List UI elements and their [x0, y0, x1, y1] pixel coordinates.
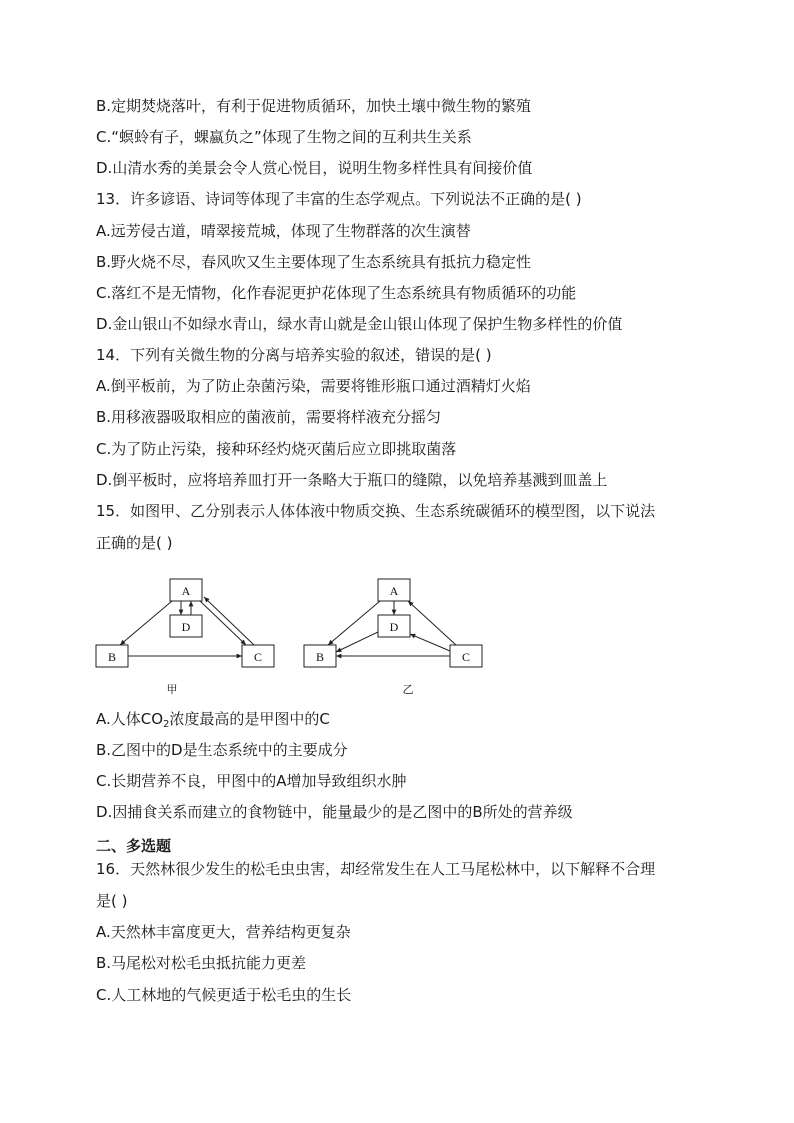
q15-option-a-prefix: A.人体CO [96, 710, 164, 728]
yi-arrow-c-to-d [410, 634, 450, 651]
q16-option-a: A.天然林丰富度更大，营养结构更复杂 [96, 923, 351, 941]
q13-stem: 13．许多谚语、诗词等体现了丰富的生态学观点。下列说法不正确的是( ) [96, 190, 582, 208]
caption-jia: 甲 [166, 683, 178, 696]
q15-option-c: C.长期营养不良，甲图中的A增加导致组织水肿 [96, 772, 407, 790]
q15-option-d: D.因捕食关系而建立的食物链中，能量最少的是乙图中的B所处的营养级 [96, 803, 573, 821]
diagram-yi [304, 579, 482, 696]
q14-option-b: B.用移液器吸取相应的菌液前，需要将样液充分摇匀 [96, 408, 442, 426]
q13-option-d: D.金山银山不如绿水青山，绿水青山就是金山银山体现了保护生物多样性的价值 [96, 315, 623, 333]
q15-stem-line2: 正确的是( ) [96, 534, 173, 552]
section-title-multiple-choice: 二、多选题 [96, 837, 172, 855]
q15-stem-line1: 15．如图甲、乙分别表示人体体液中物质交换、生态系统碳循环的模型图，以下说法 [96, 502, 656, 520]
q12-option-b: B.定期焚烧落叶，有利于促进物质循环，加快土壤中微生物的繁殖 [96, 97, 532, 115]
q13-option-c: C.落红不是无情物，化作春泥更护花体现了生态系统具有物质循环的功能 [96, 284, 577, 302]
q12-option-c: C.“螟蛉有子，蜾蠃负之”体现了生物之间的互利共生关系 [96, 128, 472, 146]
jia-node-a-label: A [181, 584, 191, 598]
q15-option-b: B.乙图中的D是生态系统中的主要成分 [96, 741, 348, 759]
caption-yi: 乙 [402, 683, 414, 696]
q16-stem-line2: 是( ) [96, 892, 128, 910]
q16-option-c: C.人工林地的气候更适于松毛虫的生长 [96, 986, 352, 1004]
q15-option-a-subscript: 2 [163, 719, 170, 730]
q14-option-a: A.倒平板前，为了防止杂菌污染，需要将锥形瓶口通过酒精灯火焰 [96, 377, 531, 395]
yi-node-c-label: C [461, 650, 471, 664]
jia-node-b-label: B [107, 650, 117, 664]
jia-node-c-label: C [253, 650, 263, 664]
q15-option-a [96, 708, 716, 730]
yi-node-d-label: D [389, 620, 399, 634]
q13-option-b: B.野火烧不尽，春风吹又生主要体现了生态系统具有抵抗力稳定性 [96, 253, 532, 271]
yi-arrow-c-to-a [408, 601, 456, 645]
q16-stem-line1: 16．天然林很少发生的松毛虫虫害，却经常发生在人工马尾松林中，以下解释不合理 [96, 860, 656, 878]
q12-option-d: D.山清水秀的美景会令人赏心悦目，说明生物多样性具有间接价值 [96, 159, 533, 177]
jia-arrow-c-to-a [204, 597, 254, 645]
q14-option-c: C.为了防止污染，接种环经灼烧灭菌后应立即挑取菌落 [96, 440, 457, 458]
q13-option-a: A.远芳侵古道，晴翠接荒城，体现了生物群落的次生演替 [96, 222, 471, 240]
jia-arrow-a-to-c [200, 601, 246, 645]
jia-arrow-a-to-b [120, 601, 172, 645]
diagram-jia [96, 579, 274, 696]
jia-node-d-label: D [181, 620, 191, 634]
yi-node-a-label: A [389, 584, 399, 598]
q14-option-d: D.倒平板时，应将培养皿打开一条略大于瓶口的缝隙，以免培养基溅到皿盖上 [96, 471, 608, 489]
yi-node-b-label: B [315, 650, 325, 664]
q16-option-b: B.马尾松对松毛虫抵抗能力更差 [96, 954, 307, 972]
yi-arrow-d-to-b [336, 632, 378, 652]
yi-arrow-a-to-b [328, 601, 380, 645]
q15-option-a-suffix: 浓度最高的是甲图中的C [169, 710, 330, 728]
q15-diagram [90, 572, 500, 700]
q14-stem: 14．下列有关微生物的分离与培养实验的叙述，错误的是( ) [96, 346, 492, 364]
